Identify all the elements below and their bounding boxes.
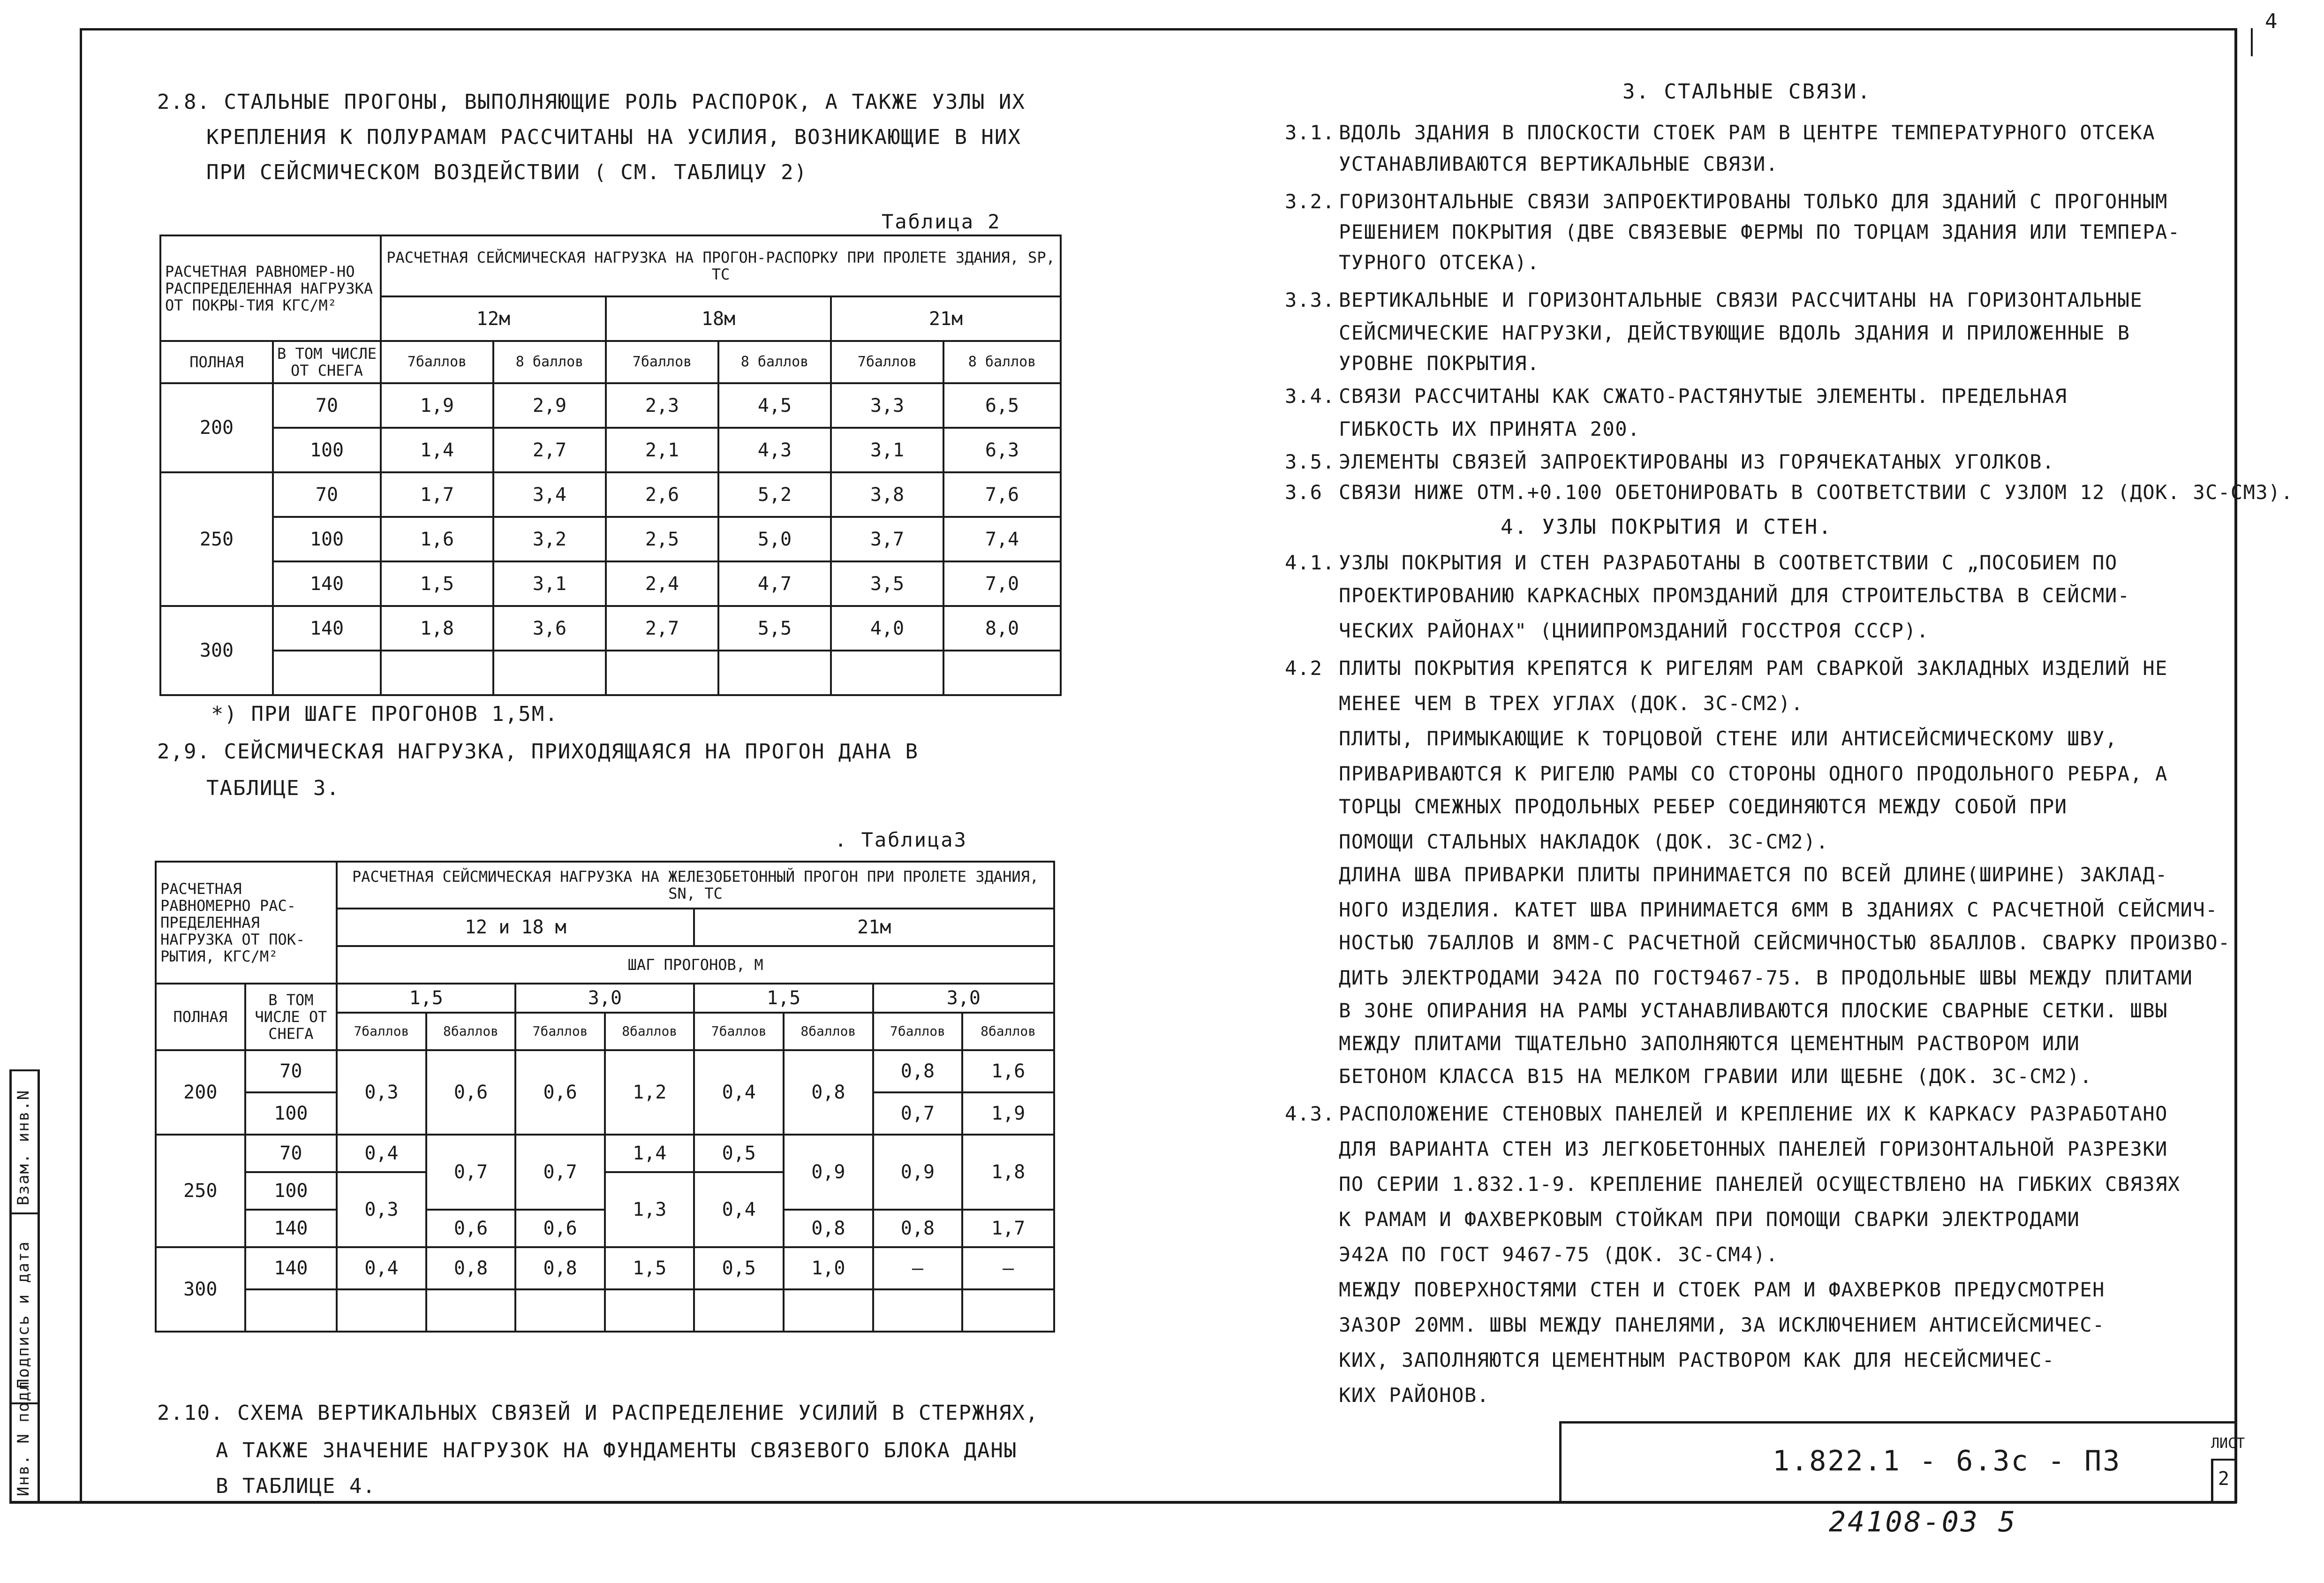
t3-span-21: 21м — [694, 909, 1054, 946]
t2-cell: 6,5 — [943, 383, 1061, 428]
t2-cell: 3,4 — [493, 472, 606, 517]
t2-cell: 1,7 — [381, 472, 493, 517]
t3-grade: 7баллов — [873, 1013, 963, 1050]
t2-header-load: РАСЧЕТНАЯ РАВНОМЕР-НО РАСПРЕДЕЛЕННАЯ НАГРУЗКА ОТ ПОКРЫ-ТИЯ КГС/М² — [160, 235, 381, 341]
paragraph-line: КИХ РАЙОНОВ. — [1339, 1384, 1490, 1407]
document-code: 1.822.1 - 6.3с - ПЗ — [1773, 1445, 2121, 1477]
t3-cell: 0,8 — [515, 1247, 605, 1289]
t2-cell: 1,5 — [381, 561, 493, 606]
t2-cell: 3,6 — [493, 606, 606, 651]
t3-snow: 100 — [245, 1092, 337, 1135]
t2-cell: 2,6 — [606, 472, 718, 517]
t2-cell: 3,3 — [831, 383, 943, 428]
stamp-vzam-inv: Взам. инв.N — [14, 1089, 33, 1205]
t3-step: 1,5 — [694, 984, 873, 1013]
paragraph-line: ТОРЦЫ СМЕЖНЫХ ПРОДОЛЬНЫХ РЕБЕР СОЕДИНЯЮТСЯ МЕЖДУ СОБОЙ ПРИ — [1339, 795, 2067, 818]
paragraph-line: В ЗОНЕ ОПИРАНИЯ НА РАМЫ УСТАНАВЛИВАЮТСЯ ПЛОСКИЕ СВАРНЫЕ СЕТКИ. ШВЫ — [1339, 999, 2168, 1022]
t3-snow: 70 — [245, 1050, 337, 1092]
t3-cell: 1,2 — [605, 1050, 694, 1135]
paragraph-number: 4.3. — [1285, 1102, 1336, 1125]
t3-empty — [515, 1289, 605, 1332]
t2-empty — [943, 651, 1061, 695]
t2-cell: 3,1 — [831, 428, 943, 472]
t2-cell: 5,5 — [718, 606, 831, 651]
t2-cell: 1,6 — [381, 517, 493, 561]
t3-header-seismic: РАСЧЕТНАЯ СЕЙСМИЧЕСКАЯ НАГРУЗКА НА ЖЕЛЕЗОБЕТОННЫЙ ПРОГОН ПРИ ПРОЛЕТЕ ЗДАНИЯ, SN, ТС — [337, 862, 1054, 909]
t2-cell: 2,4 — [606, 561, 718, 606]
t2-cell: 2,1 — [606, 428, 718, 472]
paragraph-line: КИХ, ЗАПОЛНЯЮТСЯ ЦЕМЕНТНЫМ РАСТВОРОМ КАК ДЛЯ НЕСЕЙСМИЧЕС- — [1339, 1348, 2055, 1371]
t2-grade: 8 баллов — [943, 341, 1061, 383]
t2-cell: 6,3 — [943, 428, 1061, 472]
paragraph-line: ВДОЛЬ ЗДАНИЯ В ПЛОСКОСТИ СТОЕК РАМ В ЦЕНТРЕ ТЕМПЕРАТУРНОГО ОТСЕКА — [1339, 121, 2156, 144]
section-3-heading: 3. СТАЛЬНЫЕ СВЯЗИ. — [1622, 80, 1871, 104]
t3-grade: 7баллов — [515, 1013, 605, 1050]
t3-empty — [694, 1289, 784, 1332]
t3-cell: 1,9 — [962, 1092, 1054, 1135]
paragraph-line: УЗЛЫ ПОКРЫТИЯ И СТЕН РАЗРАБОТАНЫ В СООТВЕТСТВИИ С „ПОСОБИЕМ ПО — [1339, 551, 2118, 574]
paragraph-line: Э42А ПО ГОСТ 9467-75 (ДОК. 3С-СМ4). — [1339, 1243, 1779, 1266]
t2-cell: 1,8 — [381, 606, 493, 651]
table-3 — [155, 861, 1055, 1333]
p28-line-1: 2.8. СТАЛЬНЫЕ ПРОГОНЫ, ВЫПОЛНЯЮЩИЕ РОЛЬ РАСПОРОК, А ТАКЖЕ УЗЛЫ ИХ — [157, 90, 1026, 114]
t2-footnote: *) ПРИ ШАГЕ ПРОГОНОВ 1,5М. — [211, 702, 558, 726]
t3-cell: 0,7 — [515, 1135, 605, 1210]
t3-cell: 1,5 — [605, 1247, 694, 1289]
t3-cell: — — [873, 1247, 963, 1289]
paragraph-line: ПРИВАРИВАЮТСЯ К РИГЕЛЮ РАМЫ СО СТОРОНЫ ОДНОГО ПРОДОЛЬНОГО РЕБРА, А — [1339, 762, 2168, 785]
table3-caption: . Таблица3 — [835, 828, 967, 851]
t2-snow: 100 — [273, 517, 381, 561]
t3-empty — [426, 1289, 516, 1332]
titleblock-left — [1559, 1421, 1562, 1503]
corner-tick — [2251, 28, 2253, 56]
t2-cell: 5,2 — [718, 472, 831, 517]
t3-step: 3,0 — [873, 984, 1054, 1013]
t2-cell: 5,0 — [718, 517, 831, 561]
t2-cell: 2,3 — [606, 383, 718, 428]
p210-line-2: А ТАКЖЕ ЗНАЧЕНИЕ НАГРУЗОК НА ФУНДАМЕНТЫ СВЯЗЕВОГО БЛОКА ДАНЫ — [216, 1439, 1018, 1462]
t3-cell: 0,6 — [515, 1050, 605, 1135]
t3-snow: 140 — [245, 1210, 337, 1247]
t3-cell: 0,8 — [784, 1050, 873, 1135]
paragraph-number: 4.1. — [1285, 551, 1336, 574]
paragraph-line: МЕНЕЕ ЧЕМ В ТРЕХ УГЛАХ (ДОК. 3С-СМ2). — [1339, 692, 1804, 715]
t3-step: 1,5 — [337, 984, 515, 1013]
t3-cell: 0,6 — [426, 1050, 516, 1135]
t3-cell: 1,0 — [784, 1247, 873, 1289]
t3-full-200: 200 — [156, 1050, 245, 1135]
t3-cell: 1,4 — [605, 1135, 694, 1172]
stamp-left-border — [9, 1069, 12, 1503]
paragraph-line: ПРОЕКТИРОВАНИЮ КАРКАСНЫХ ПРОМЗДАНИЙ ДЛЯ СТРОИТЕЛЬСТВА В СЕЙСМИ- — [1339, 584, 2130, 607]
paragraph-line: ДЛЯ ВАРИАНТА СТЕН ИЗ ЛЕГКОБЕТОННЫХ ПАНЕЛЕЙ ГОРИЗОНТАЛЬНОЙ РАЗРЕЗКИ — [1339, 1137, 2168, 1160]
paragraph-line: НОГО ИЗДЕЛИЯ. КАТЕТ ШВА ПРИНИМАЕТСЯ 6ММ В ЗДАНИЯХ С РАСЧЕТНОЙ СЕЙСМИЧ- — [1339, 898, 2218, 921]
paragraph-line: УРОВНЕ ПОКРЫТИЯ. — [1339, 352, 1540, 375]
t2-cell: 4,0 — [831, 606, 943, 651]
section-4-heading: 4. УЗЛЫ ПОКРЫТИЯ И СТЕН. — [1501, 515, 1833, 539]
paragraph-line: РЕШЕНИЕМ ПОКРЫТИЯ (ДВЕ СВЯЗЕВЫЕ ФЕРМЫ ПО ТОРЦАМ ЗДАНИЯ ИЛИ ТЕМПЕРА- — [1339, 220, 2181, 243]
paragraph-number: 3.1. — [1285, 121, 1336, 144]
paragraph-line: МЕЖДУ ПЛИТАМИ ТЩАТЕЛЬНО ЗАПОЛНЯЮТСЯ ЦЕМЕНТНЫМ РАСТВОРОМ ИЛИ — [1339, 1032, 2080, 1055]
t3-cell: 0,6 — [515, 1210, 605, 1247]
paragraph-number: 3.2. — [1285, 190, 1336, 213]
paragraph-line: ПЛИТЫ ПОКРЫТИЯ КРЕПЯТСЯ К РИГЕЛЯМ РАМ СВАРКОЙ ЗАКЛАДНЫХ ИЗДЕЛИЙ НЕ — [1339, 657, 2168, 680]
t3-empty — [784, 1289, 873, 1332]
t2-cell: 3,1 — [493, 561, 606, 606]
paragraph-number: 3.6 — [1285, 481, 1323, 504]
sheet-label: ЛИСТ — [2211, 1435, 2245, 1452]
paragraph-line: СВЯЗИ РАССЧИТАНЫ КАК СЖАТО-РАСТЯНУТЫЕ ЭЛЕМЕНТЫ. ПРЕДЕЛЬНАЯ — [1339, 385, 2067, 408]
paragraph-line: ТУРНОГО ОТСЕКА). — [1339, 251, 1540, 274]
t3-header-full: ПОЛНАЯ — [156, 984, 245, 1050]
t2-cell: 1,9 — [381, 383, 493, 428]
t3-snow: 100 — [245, 1172, 337, 1210]
t2-cell: 2,7 — [493, 428, 606, 472]
t2-cell: 3,7 — [831, 517, 943, 561]
frame-left — [80, 28, 82, 1503]
paragraph-line: МЕЖДУ ПОВЕРХНОСТЯМИ СТЕН И СТОЕК РАМ И ФАХВЕРКОВ ПРЕДУСМОТРЕН — [1339, 1278, 2105, 1301]
paragraph-line: ЗАЗОР 20ММ. ШВЫ МЕЖДУ ПАНЕЛЯМИ, ЗА ИСКЛЮЧЕНИЕМ АНТИСЕЙСМИЧЕС- — [1339, 1313, 2105, 1336]
paragraph-line: ГОРИЗОНТАЛЬНЫЕ СВЯЗИ ЗАПРОЕКТИРОВАНЫ ТОЛЬКО ДЛЯ ЗДАНИЙ С ПРОГОННЫМ — [1339, 190, 2168, 213]
t2-full-300: 300 — [160, 606, 273, 695]
paragraph-line: К РАМАМ И ФАХВЕРКОВЫМ СТОЙКАМ ПРИ ПОМОЩИ СВАРКИ ЭЛЕКТРОДАМИ — [1339, 1208, 2080, 1231]
t3-cell: 0,4 — [337, 1135, 426, 1172]
t2-snow: 70 — [273, 383, 381, 428]
t2-grade: 7баллов — [831, 341, 943, 383]
paragraph-line: СЕЙСМИЧЕСКИЕ НАГРУЗКИ, ДЕЙСТВУЮЩИЕ ВДОЛЬ ЗДАНИЯ И ПРИЛОЖЕННЫЕ В — [1339, 321, 2130, 344]
table2-caption: Таблица 2 — [882, 210, 1001, 233]
t3-cell: — — [962, 1247, 1054, 1289]
t3-cell: 1,6 — [962, 1050, 1054, 1092]
paragraph-number: 4.2 — [1285, 657, 1323, 680]
paragraph-number: 3.3. — [1285, 288, 1336, 311]
paragraph-line: БЕТОНОМ КЛАССА В15 НА МЕЛКОМ ГРАВИИ ИЛИ ЩЕБНЕ (ДОК. 3С-СМ2). — [1339, 1065, 2093, 1088]
t2-header-full: ПОЛНАЯ — [160, 341, 273, 383]
archive-number: 24108-03 5 — [1829, 1506, 2017, 1538]
p210-line-3: В ТАБЛИЦЕ 4. — [216, 1474, 376, 1498]
table-2 — [159, 235, 1062, 696]
t3-cell: 0,4 — [694, 1172, 784, 1247]
t2-empty — [381, 651, 493, 695]
t3-cell: 0,3 — [337, 1172, 426, 1247]
paragraph-line: ДЛИНА ШВА ПРИВАРКИ ПЛИТЫ ПРИНИМАЕТСЯ ПО ВСЕЙ ДЛИНЕ(ШИРИНЕ) ЗАКЛАД- — [1339, 863, 2168, 886]
t3-empty — [245, 1289, 337, 1332]
t2-cell: 8,0 — [943, 606, 1061, 651]
page-number-corner: 4 — [2265, 9, 2278, 33]
paragraph-line: ЧЕСКИХ РАЙОНАХ" (ЦНИИПРОМЗДАНИЙ ГОССТРОЯ СССР). — [1339, 619, 1929, 642]
t3-grade: 8баллов — [605, 1013, 694, 1050]
t2-grade: 7баллов — [381, 341, 493, 383]
t2-cell: 4,5 — [718, 383, 831, 428]
t3-step: 3,0 — [515, 984, 694, 1013]
paragraph-line: РАСПОЛОЖЕНИЕ СТЕНОВЫХ ПАНЕЛЕЙ И КРЕПЛЕНИЕ ИХ К КАРКАСУ РАЗРАБОТАНО — [1339, 1102, 2168, 1125]
stamp-divider-1 — [9, 1212, 40, 1214]
t2-cell: 7,4 — [943, 517, 1061, 561]
t2-empty — [606, 651, 718, 695]
t3-cell: 0,4 — [337, 1247, 426, 1289]
t3-cell: 0,9 — [873, 1135, 963, 1210]
t3-empty — [873, 1289, 963, 1332]
t2-cell: 7,0 — [943, 561, 1061, 606]
t3-cell: 0,8 — [784, 1210, 873, 1247]
paragraph-line: ПОМОЩИ СТАЛЬНЫХ НАКЛАДОК (ДОК. 3С-СМ2). — [1339, 830, 1829, 853]
t2-snow: 100 — [273, 428, 381, 472]
t2-empty — [718, 651, 831, 695]
t2-grade: 8 баллов — [493, 341, 606, 383]
t3-empty — [962, 1289, 1054, 1332]
paragraph-line: ВЕРТИКАЛЬНЫЕ И ГОРИЗОНТАЛЬНЫЕ СВЯЗИ РАССЧИТАНЫ НА ГОРИЗОНТАЛЬНЫЕ — [1339, 288, 2143, 311]
stamp-right-border — [38, 1069, 40, 1503]
t2-span-18: 18м — [606, 296, 831, 341]
t3-grade: 7баллов — [694, 1013, 784, 1050]
t2-cell: 1,4 — [381, 428, 493, 472]
t2-full-250: 250 — [160, 472, 273, 606]
t2-cell: 7,6 — [943, 472, 1061, 517]
t2-snow: 140 — [273, 606, 381, 651]
t2-full-200: 200 — [160, 383, 273, 472]
t3-full-300: 300 — [156, 1247, 245, 1332]
titleblock-sheet-divider — [2211, 1459, 2213, 1503]
t3-grade: 8баллов — [426, 1013, 516, 1050]
t3-cell: 0,3 — [337, 1050, 426, 1135]
stamp-top-border — [9, 1069, 40, 1071]
titleblock-sheet-hline — [2211, 1459, 2237, 1461]
t3-span-12-18: 12 и 18 м — [337, 909, 694, 946]
t3-header-snow: В ТОМ ЧИСЛЕ ОТ СНЕГА — [245, 984, 337, 1050]
t3-cell: 1,7 — [962, 1210, 1054, 1247]
t2-cell: 2,7 — [606, 606, 718, 651]
t2-cell: 3,2 — [493, 517, 606, 561]
t3-cell: 0,4 — [694, 1050, 784, 1135]
paragraph-line: СВЯЗИ НИЖЕ ОТМ.+0.100 ОБЕТОНИРОВАТЬ В СООТВЕТСТВИИ С УЗЛОМ 12 (ДОК. 3С-СМ3). — [1339, 481, 2294, 504]
t3-empty — [605, 1289, 694, 1332]
t2-cell: 2,5 — [606, 517, 718, 561]
t3-cell: 1,3 — [605, 1172, 694, 1247]
t2-cell: 4,7 — [718, 561, 831, 606]
p29-line-1: 2,9. СЕЙСМИЧЕСКАЯ НАГРУЗКА, ПРИХОДЯЩАЯСЯ НА ПРОГОН ДАНА В — [157, 740, 919, 764]
t3-cell: 0,7 — [426, 1135, 516, 1210]
p29-line-2: ТАБЛИЦЕ 3. — [206, 776, 340, 800]
t2-cell: 3,5 — [831, 561, 943, 606]
p210-line-1: 2.10. СХЕМА ВЕРТИКАЛЬНЫХ СВЯЗЕЙ И РАСПРЕДЕЛЕНИЕ УСИЛИЙ В СТЕРЖНЯХ, — [157, 1401, 1039, 1425]
t3-header-load: РАСЧЕТНАЯ РАВНОМЕРНО РАС-ПРЕДЕЛЕННАЯ НАГРУЗКА ОТ ПОК-РЫТИЯ, КГС/М² — [156, 862, 337, 984]
t3-cell: 0,5 — [694, 1135, 784, 1172]
t2-span-12: 12м — [381, 296, 606, 341]
t2-snow: 70 — [273, 472, 381, 517]
paragraph-line: ДИТЬ ЭЛЕКТРОДАМИ Э42А ПО ГОСТ9467-75. В ПРОДОЛЬНЫЕ ШВЫ МЕЖДУ ПЛИТАМИ — [1339, 966, 2193, 989]
t3-snow: 70 — [245, 1135, 337, 1172]
paragraph-line: ПЛИТЫ, ПРИМЫКАЮЩИЕ К ТОРЦОВОЙ СТЕНЕ ИЛИ АНТИСЕЙСМИЧЕСКОМУ ШВУ, — [1339, 727, 2118, 750]
t3-cell: 0,9 — [784, 1135, 873, 1210]
t2-empty — [493, 651, 606, 695]
t2-empty — [831, 651, 943, 695]
p28-line-3: ПРИ СЕЙСМИЧЕСКОМ ВОЗДЕЙСТВИИ ( СМ. ТАБЛИЦУ 2) — [206, 160, 808, 184]
t3-grade: 8баллов — [784, 1013, 873, 1050]
t3-cell: 0,6 — [426, 1210, 516, 1247]
t2-empty — [273, 651, 381, 695]
t2-snow: 140 — [273, 561, 381, 606]
t2-cell: 4,3 — [718, 428, 831, 472]
paragraph-number: 3.5. — [1285, 450, 1336, 473]
t3-cell: 0,8 — [426, 1247, 516, 1289]
stamp-podpis-data: Подпись и дата — [14, 1241, 33, 1388]
t3-grade: 7баллов — [337, 1013, 426, 1050]
sheet-number: 2 — [2218, 1468, 2230, 1490]
t3-grade: 8баллов — [962, 1013, 1054, 1050]
t3-full-250: 250 — [156, 1135, 245, 1247]
t3-cell: 0,5 — [694, 1247, 784, 1289]
t3-cell: 0,7 — [873, 1092, 963, 1135]
stamp-inv-podl: Инв. N подл. — [14, 1370, 33, 1496]
paragraph-line: ЭЛЕМЕНТЫ СВЯЗЕЙ ЗАПРОЕКТИРОВАНЫ ИЗ ГОРЯЧЕКАТАНЫХ УГОЛКОВ. — [1339, 450, 2055, 473]
t3-empty — [337, 1289, 426, 1332]
t2-grade: 8 баллов — [718, 341, 831, 383]
paragraph-line: ГИБКОСТЬ ИХ ПРИНЯТА 200. — [1339, 417, 1640, 440]
t2-span-21: 21м — [831, 296, 1061, 341]
t2-header-snow: В ТОМ ЧИСЛЕ ОТ СНЕГА — [273, 341, 381, 383]
titleblock-top — [1559, 1421, 2234, 1424]
p28-line-2: КРЕПЛЕНИЯ К ПОЛУРАМАМ РАССЧИТАНЫ НА УСИЛИЯ, ВОЗНИКАЮЩИЕ В НИХ — [206, 125, 1021, 149]
t2-header-seismic: РАСЧЕТНАЯ СЕЙСМИЧЕСКАЯ НАГРУЗКА НА ПРОГОН-РАСПОРКУ ПРИ ПРОЛЕТЕ ЗДАНИЯ, SP, ТС — [381, 235, 1061, 296]
frame-right — [2234, 28, 2237, 1503]
paragraph-line: НОСТЬЮ 7БАЛЛОВ И 8ММ-С РАСЧЕТНОЙ СЕЙСМИЧНОСТЬЮ 8БАЛЛОВ. СВАРКУ ПРОИЗВО- — [1339, 931, 2231, 954]
t2-grade: 7баллов — [606, 341, 718, 383]
t3-header-step: ШАГ ПРОГОНОВ, М — [337, 946, 1054, 984]
t3-cell: 1,8 — [962, 1135, 1054, 1210]
t3-snow: 140 — [245, 1247, 337, 1289]
paragraph-line: ПО СЕРИИ 1.832.1-9. КРЕПЛЕНИЕ ПАНЕЛЕЙ ОСУЩЕСТВЛЕНО НА ГИБКИХ СВЯЗЯХ — [1339, 1173, 2181, 1196]
t3-cell: 0,8 — [873, 1050, 963, 1092]
t3-cell: 0,8 — [873, 1210, 963, 1247]
t2-cell: 2,9 — [493, 383, 606, 428]
paragraph-number: 3.4. — [1285, 385, 1336, 408]
paragraph-line: УСТАНАВЛИВАЮТСЯ ВЕРТИКАЛЬНЫЕ СВЯЗИ. — [1339, 152, 1779, 175]
frame-top — [80, 28, 2237, 30]
t2-cell: 3,8 — [831, 472, 943, 517]
